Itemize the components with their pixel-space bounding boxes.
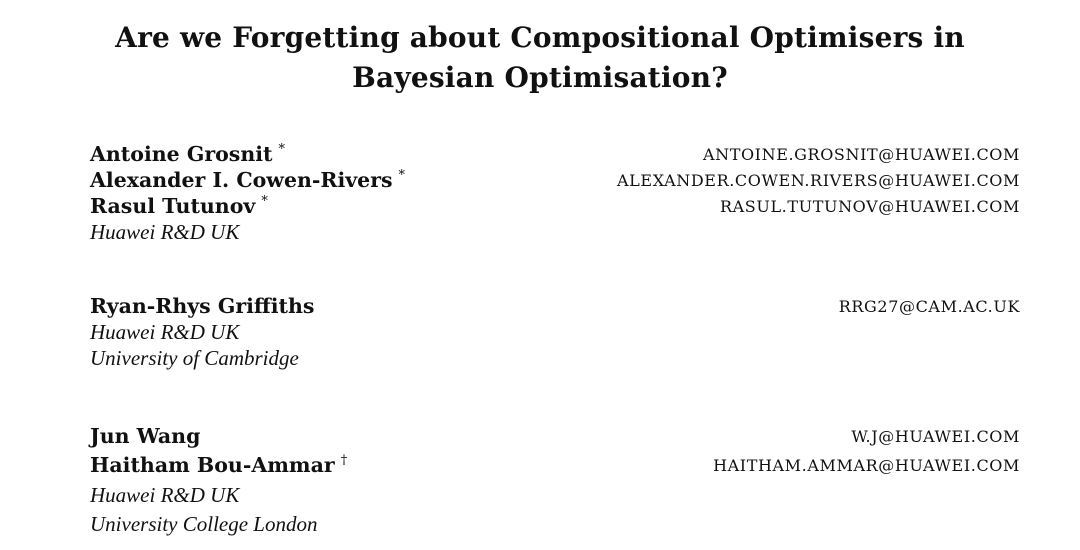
author-row xyxy=(90,167,1020,193)
affiliation: University College London xyxy=(90,512,318,536)
paper-title-line-2: Bayesian Optimisation? xyxy=(352,61,728,94)
equal-contribution-mark: * xyxy=(261,194,268,209)
author-name: Ryan-Rhys Griffiths xyxy=(90,294,315,318)
affiliation: Huawei R&D UK xyxy=(90,220,240,244)
author-row xyxy=(90,423,1020,452)
author-name: Jun Wang xyxy=(90,424,201,448)
author-group-1 xyxy=(90,141,1020,245)
paper-title-line-1: Are we Forgetting about Compositional Optimisers in xyxy=(115,21,965,54)
author-group-3 xyxy=(90,423,1020,539)
author-email[interactable]: ANTOINE.GROSNIT@HUAWEI.COM xyxy=(702,145,1020,164)
author-row xyxy=(90,141,1020,167)
author-email[interactable]: RASUL.TUTUNOV@HUAWEI.COM xyxy=(720,197,1020,216)
corresponding-author-mark: † xyxy=(340,453,348,468)
equal-contribution-mark: * xyxy=(398,168,406,183)
author-email[interactable]: W.J@HUAWEI.COM xyxy=(851,427,1020,446)
author-row xyxy=(90,452,1020,481)
author-name: Alexander I. Cowen-Rivers * xyxy=(90,168,406,192)
author-row xyxy=(90,293,1020,319)
author-row xyxy=(90,193,1020,219)
author-name: Rasul Tutunov * xyxy=(90,194,268,218)
affiliation: Huawei R&D UK xyxy=(90,483,240,507)
author-name: Antoine Grosnit * xyxy=(90,142,286,166)
affiliation: University of Cambridge xyxy=(90,346,299,370)
equal-contribution-mark: * xyxy=(278,142,286,157)
author-email[interactable]: HAITHAM.AMMAR@HUAWEI.COM xyxy=(713,456,1020,475)
author-name: Haitham Bou-Ammar † xyxy=(90,453,348,477)
author-email[interactable]: RRG27@CAM.AC.UK xyxy=(838,297,1020,316)
paper-title xyxy=(0,18,1080,98)
author-email[interactable]: ALEXANDER.COWEN.RIVERS@HUAWEI.COM xyxy=(617,171,1020,190)
affiliation: Huawei R&D UK xyxy=(90,320,240,344)
author-group-2 xyxy=(90,293,1020,371)
